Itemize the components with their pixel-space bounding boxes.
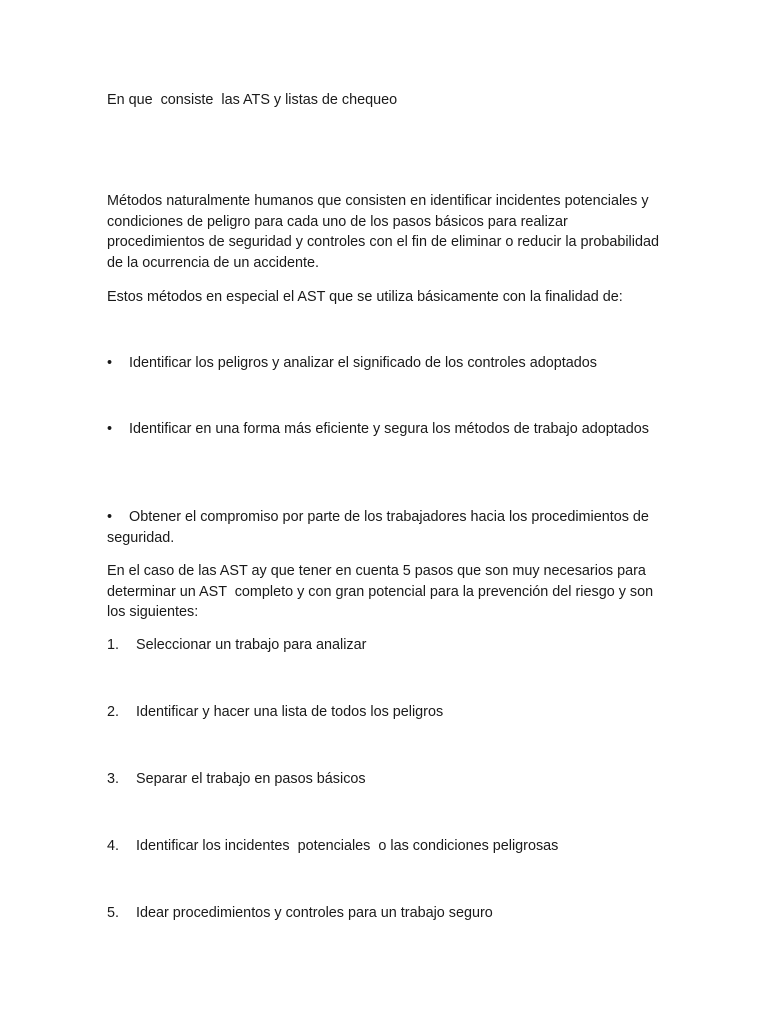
step-text: Separar el trabajo en pasos básicos: [136, 771, 366, 787]
bullet-text: Identificar los peligros y analizar el significado de los controles adoptados: [129, 355, 597, 371]
step-number: 3.: [107, 771, 120, 787]
bullet-text: Identificar en una forma más eficiente y segura los métodos de trabajo adoptados: [129, 421, 649, 437]
bullet-marker: •: [107, 355, 113, 371]
intro-paragraph: Métodos naturalmente humanos que consisten en identificar incidentes potenciales y condiciones de peligro para cada uno de los pasos básicos para realizar procedimientos de seguridad y controles con el fin de eliminar o reducir la probabilidad de la ocurrencia de un accidente.: [107, 193, 663, 271]
step-item: [107, 635, 663, 656]
step-item: [107, 836, 663, 857]
step-number: 2.: [107, 704, 120, 720]
steps-paragraph: En el caso de las AST ay que tener en cuenta 5 pasos que son muy necesarios para determinar un AST completo y con gran potencial para la prevención del riesgo y son los siguientes:: [107, 563, 658, 620]
step-text: Idear procedimientos y controles para un trabajo seguro: [136, 905, 493, 921]
step-number: 5.: [107, 905, 120, 921]
step-item: [107, 769, 663, 790]
step-number: 1.: [107, 637, 120, 653]
step-item: [107, 903, 663, 924]
bullet-item: [107, 353, 663, 374]
document-heading: En que consiste las ATS y listas de chequeo: [107, 92, 398, 108]
bullet-marker: •: [107, 509, 113, 525]
bullet-item: [107, 419, 663, 440]
step-item: [107, 702, 663, 723]
bullet-text: Obtener el compromiso por parte de los trabajadores hacia los procedimientos de seguridad.: [107, 509, 653, 546]
bullet-item: [107, 507, 663, 548]
bullet-marker: •: [107, 421, 113, 437]
purpose-paragraph: Estos métodos en especial el AST que se utiliza básicamente con la finalidad de:: [107, 289, 623, 305]
step-text: Seleccionar un trabajo para analizar: [136, 637, 367, 653]
step-text: Identificar los incidentes potenciales o las condiciones peligrosas: [136, 838, 559, 854]
step-number: 4.: [107, 838, 120, 854]
step-text: Identificar y hacer una lista de todos los peligros: [136, 704, 444, 720]
